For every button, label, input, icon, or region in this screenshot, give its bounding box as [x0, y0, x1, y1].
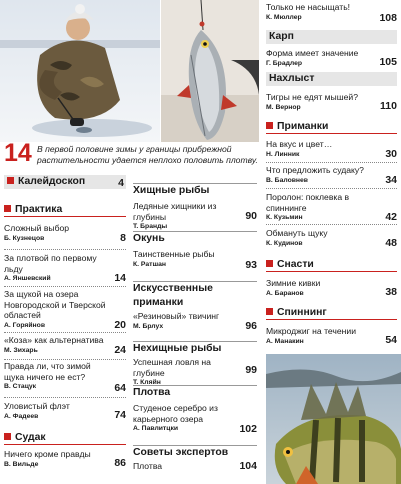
page-number: 8	[120, 232, 126, 244]
toc-entry[interactable]: За щукой на озера Новгородской и Тверской областей А. Горяйнов 20	[4, 289, 126, 331]
toc-entry[interactable]: Микроджиг на течении А. Манакин 54	[266, 326, 397, 346]
section-kaleidoscope[interactable]: Калейдоскоп 4	[4, 175, 126, 189]
photo-ice-fisherman	[0, 0, 160, 142]
page-number: 99	[245, 364, 257, 376]
divider	[4, 359, 126, 360]
page-number: 74	[114, 409, 126, 421]
divider	[266, 224, 397, 225]
toc-entry[interactable]: Тигры не едят мышей? М. Вернор 110	[266, 92, 397, 112]
section-practice: Практика	[4, 203, 126, 217]
section-marker-icon	[266, 260, 273, 267]
section-perch: Окунь	[133, 231, 257, 245]
page-number: 14	[114, 272, 126, 284]
section-nonpredators: Нехищные рыбы	[133, 341, 257, 355]
toc-entry[interactable]: Сложный выбор Б. Кузнецов 8	[4, 223, 126, 244]
toc-entry[interactable]: Ничего кроме правды В. Вильде 86	[4, 449, 126, 469]
section-expert-tips: Советы экспертов	[133, 445, 257, 459]
divider	[4, 397, 126, 398]
toc-entry[interactable]: Таинственные рыбы К. Ратшан 93	[133, 249, 257, 271]
toc-entry[interactable]: Плотва 104	[133, 460, 257, 472]
page-number: 105	[379, 56, 397, 68]
section-marker-icon	[266, 122, 273, 129]
toc-entry[interactable]: Успешная ловля на глубине Т. Кляйн 99	[133, 357, 257, 386]
toc-entry[interactable]: Что предложить судаку? В. Баловнев 34	[266, 165, 397, 186]
caption-text: В первой половине зимы у границы прибрежной растительности удается неплохо половить плотву.	[37, 144, 258, 165]
section-spinning: Спиннинг	[266, 306, 397, 320]
page-number: 42	[385, 211, 397, 223]
section-zander: Судак	[4, 431, 126, 445]
page-number: 90	[245, 210, 257, 222]
toc-entry[interactable]: Зимние кивки А. Баранов 38	[266, 278, 397, 298]
toc-entry[interactable]: Правда ли, что зимой щука ничего не ест? В. Стацук 64	[4, 361, 126, 394]
toc-entry[interactable]: На вкус и цвет… Н. Линник 30	[266, 139, 397, 160]
page-number: 102	[239, 423, 257, 435]
page-number: 110	[380, 100, 397, 112]
page-number: 30	[385, 148, 397, 160]
page-number: 96	[245, 320, 257, 332]
section-predators: Хищные рыбы	[133, 183, 257, 197]
section-baits: Приманки	[266, 120, 397, 134]
section-artificial-lures: Искусственные приманки	[133, 281, 257, 309]
photo-perch-fish	[266, 354, 401, 484]
toc-entry[interactable]: «Резиновый» твичинг М. Брлух 96	[133, 311, 257, 332]
divider	[4, 332, 126, 333]
toc-entry[interactable]: Обмануть щуку К. Кудинов 48	[266, 228, 397, 249]
page-number: 24	[114, 344, 126, 356]
section-nakhlyst: Нахлыст	[266, 72, 397, 86]
page-number: 93	[245, 259, 257, 271]
toc-entry[interactable]: «Коза» как альтернатива М. Зихарь 24	[4, 335, 126, 356]
toc-entry[interactable]: Уловистый флэт А. Фадеев 74	[4, 401, 126, 421]
page-number: 108	[379, 12, 397, 24]
page-number: 20	[114, 319, 126, 331]
photo-caption	[4, 139, 258, 168]
toc-entry[interactable]: Поролон: поклевка в спиннинге К. Кузьмин 42	[266, 192, 397, 223]
divider	[4, 249, 126, 250]
page-number: 86	[114, 457, 126, 469]
section-roach: Плотва	[133, 385, 257, 399]
toc-entry[interactable]: Только не насыщать! К. Мюллер 108	[266, 2, 397, 24]
page-number: 54	[385, 334, 397, 346]
page-number: 64	[114, 382, 126, 394]
section-marker-icon	[4, 205, 11, 212]
photo-roach-fish	[161, 0, 259, 142]
toc-entry[interactable]: Ледяные хищники из глубины Т. Бранды 90	[133, 201, 257, 230]
page-number: 4	[118, 177, 124, 189]
page-number: 48	[385, 237, 397, 249]
section-marker-icon	[4, 433, 11, 440]
toc-entry[interactable]: Студеное серебро из карьерного озера А. Павлитцки 102	[133, 403, 257, 435]
page-number: 38	[385, 286, 397, 298]
page-number: 34	[385, 174, 397, 186]
page-number: 104	[239, 460, 257, 472]
section-carp: Карп	[266, 30, 397, 44]
section-marker-icon	[266, 308, 273, 315]
caption-page-number[interactable]: 14	[4, 139, 32, 167]
divider	[266, 188, 397, 189]
divider	[266, 162, 397, 163]
section-marker-icon	[7, 177, 14, 184]
section-tackle: Снасти	[266, 258, 397, 272]
divider	[4, 286, 126, 287]
toc-entry[interactable]: Форма имеет значение Г. Брадлер 105	[266, 48, 397, 68]
toc-entry[interactable]: За плотвой по первому льду А. Яншевский 14	[4, 253, 126, 284]
